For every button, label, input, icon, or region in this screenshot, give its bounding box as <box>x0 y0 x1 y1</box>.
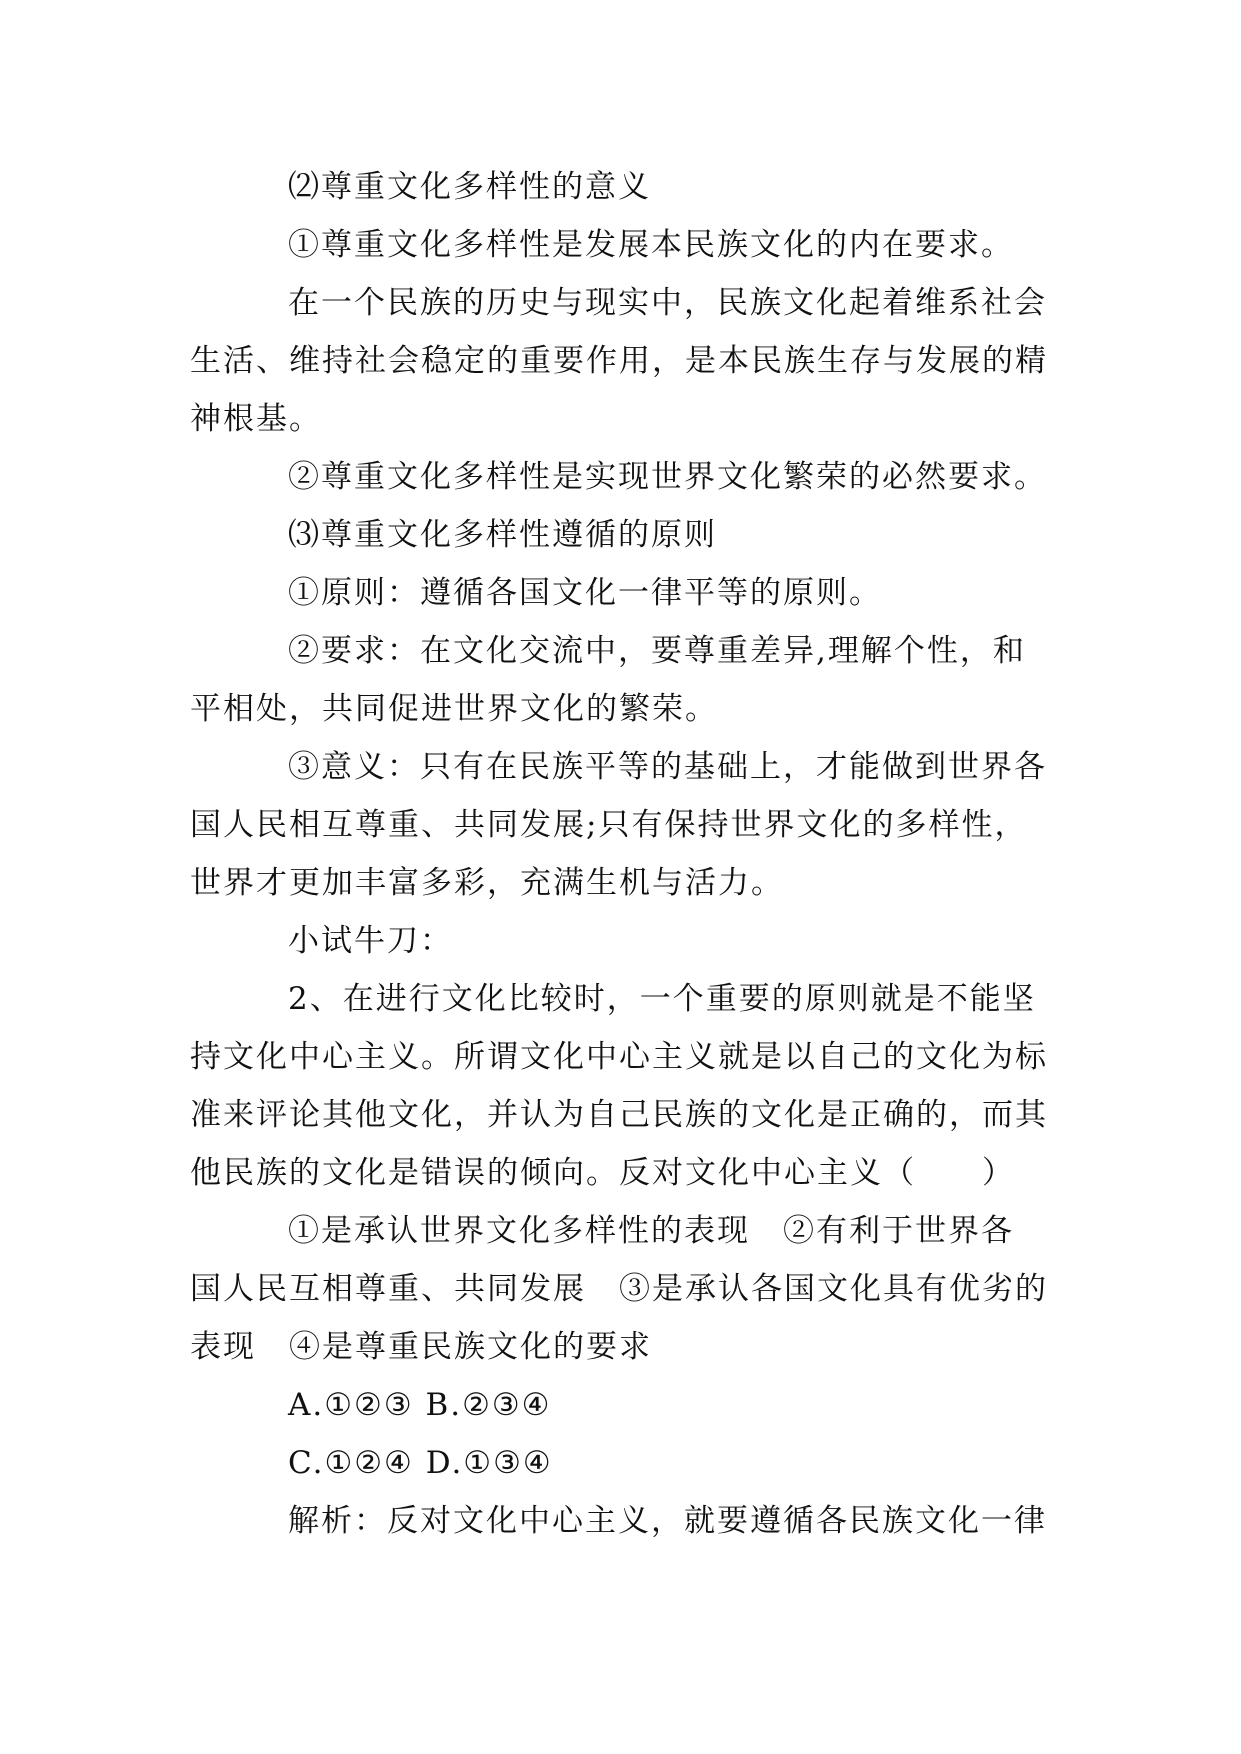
subheading-significance: ⑵尊重文化多样性的意义 <box>288 169 651 205</box>
subheading-principles: ⑶尊重文化多样性遵循的原则 <box>288 517 717 553</box>
question-line: 持文化中心主义。所谓文化中心主义就是以自己的文化为标 <box>190 1039 1048 1075</box>
question-line: 他民族的文化是错误的倾向。反对文化中心主义（ ） <box>190 1155 1015 1191</box>
paragraph-line: 生活、维持社会稳定的重要作用，是本民族生存与发展的精 <box>190 343 1048 379</box>
analysis-line: 解析：反对文化中心主义，就要遵循各民族文化一律 <box>288 1503 1047 1539</box>
exercise-heading: 小试牛刀： <box>288 923 453 959</box>
paragraph-line: ①尊重文化多样性是发展本民族文化的内在要求。 <box>288 227 1014 263</box>
paragraph-line: 国人民相互尊重、共同发展;只有保持世界文化的多样性， <box>190 807 1028 843</box>
statements-line: ①是承认世界文化多样性的表现 ②有利于世界各 <box>288 1213 1014 1249</box>
document-page <box>190 158 1050 1550</box>
paragraph-line: 神根基。 <box>190 401 322 437</box>
statements-line: 国人民互相尊重、共同发展 ③是承认各国文化具有优劣的 <box>190 1271 1048 1307</box>
paragraph-line: 平相处，共同促进世界文化的繁荣。 <box>190 691 718 727</box>
question-line: 准来评论其他文化，并认为自己民族的文化是正确的，而其 <box>190 1097 1048 1133</box>
paragraph-line: ②尊重文化多样性是实现世界文化繁荣的必然要求。 <box>288 459 1047 495</box>
paragraph-line: ①原则：遵循各国文化一律平等的原则。 <box>288 575 882 611</box>
answer-options-ab: A.①②③ B.②③④ <box>288 1387 552 1423</box>
answer-options-cd: C.①②④ D.①③④ <box>288 1445 553 1481</box>
paragraph-line: 世界才更加丰富多彩，充满生机与活力。 <box>190 865 784 901</box>
paragraph-line: ③意义：只有在民族平等的基础上，才能做到世界各 <box>288 749 1047 785</box>
statements-line: 表现 ④是尊重民族文化的要求 <box>190 1329 652 1365</box>
question-line: 2、在进行文化比较时，一个重要的原则就是不能坚 <box>288 981 1036 1017</box>
paragraph-line: 在一个民族的历史与现实中，民族文化起着维系社会 <box>288 285 1047 321</box>
paragraph-line: ②要求：在文化交流中，要尊重差异,理解个性，和 <box>288 633 1026 669</box>
